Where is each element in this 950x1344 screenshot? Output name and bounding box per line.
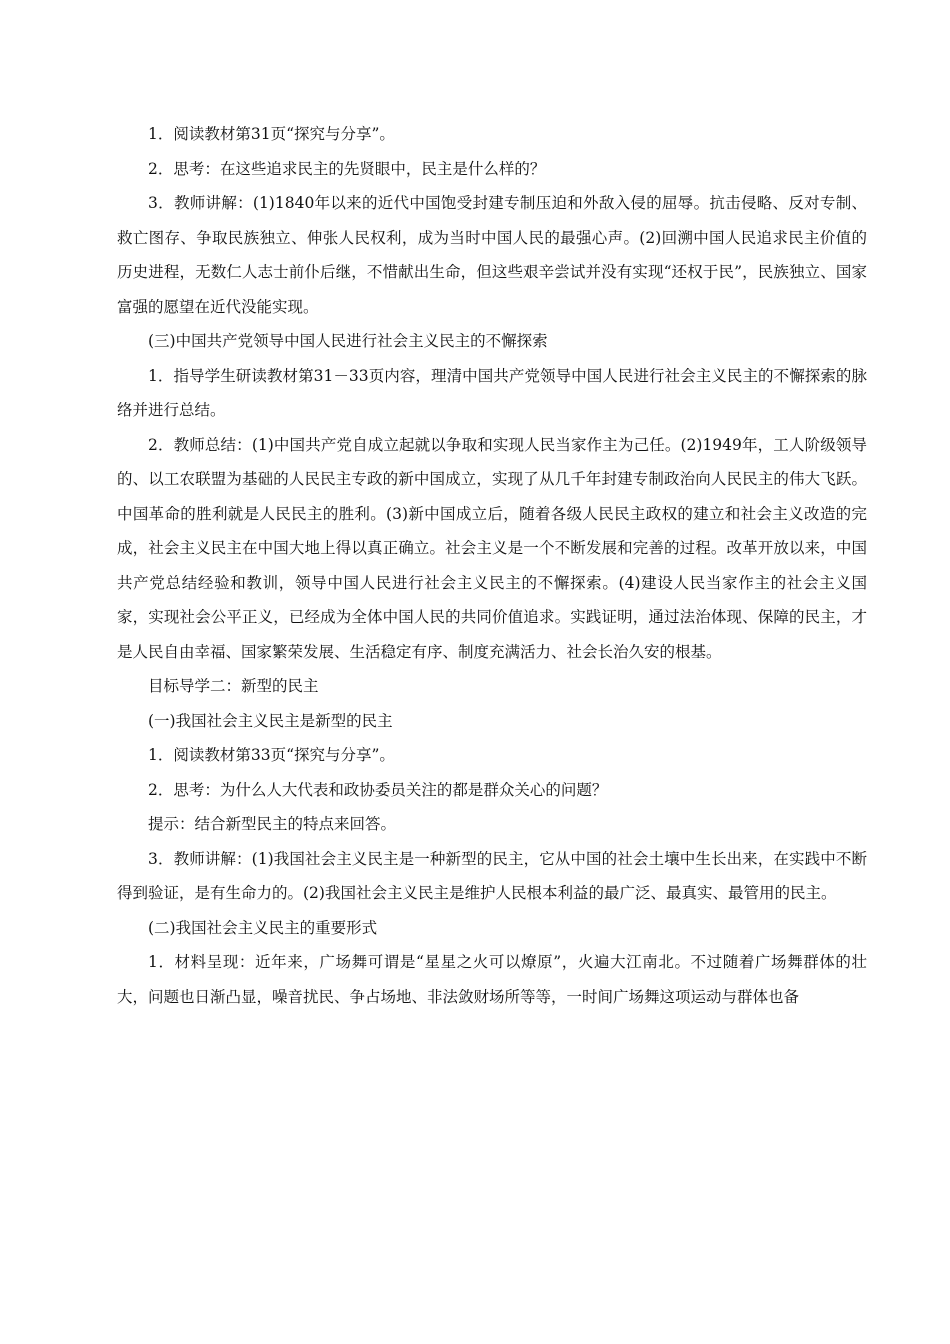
- paragraph: 2．思考：为什么人大代表和政协委员关注的都是群众关心的问题？: [148, 780, 608, 799]
- paragraph: 1．阅读教材第33页“探究与分享”。: [148, 746, 395, 764]
- paragraph: 2．思考：在这些追求民主的先贤眼中，民主是什么样的？: [148, 159, 546, 178]
- paragraph: 1．指导学生研读教材第31－33页内容，理清中国共产党领导中国人民进行社会主义民主的不懈探索的脉络并进行总结。: [117, 366, 867, 419]
- section-heading: (三)中国共产党领导中国人民进行社会主义民主的不懈探索: [148, 332, 548, 350]
- document-body: [117, 117, 867, 1014]
- section-heading: 目标导学二：新型的民主: [148, 677, 319, 695]
- paragraph: 3．教师讲解：(1)1840年以来的近代中国饱受封建专制压迫和外敌入侵的屈辱。抗击侵略、反对专制、救亡图存、争取民族独立、伸张人民权利，成为当时中国人民的最强心声。(2)回溯中国人民追求民主价值的历史进程，无数仁人志士前仆后继，不惜献出生命，但这些艰辛尝试并没有实现“还权于民”，民族独立、国家富强的愿望在近代没能实现。: [117, 194, 867, 316]
- paragraph: 3．教师讲解：(1)我国社会主义民主是一种新型的民主，它从中国的社会土壤中生长出来，在实践中不断得到验证，是有生命力的。(2)我国社会主义民主是维护人民根本利益的最广泛、最真实、最管用的民主。: [117, 849, 867, 902]
- paragraph: 1．材料呈现：近年来，广场舞可谓是“星星之火可以燎原”，火遍大江南北。不过随着广场舞群体的壮大，问题也日渐凸显，噪音扰民、争占场地、非法敛财场所等等，一时间广场舞这项运动与群体也备: [117, 953, 867, 1006]
- paragraph: 2．教师总结：(1)中国共产党自成立起就以争取和实现人民当家作主为己任。(2)1949年，工人阶级领导的、以工农联盟为基础的人民民主专政的新中国成立，实现了从几千年封建专制政治向人民民主的伟大飞跃。中国革命的胜利就是人民民主的胜利。(3)新中国成立后，随着各级人民民主政权的建立和社会主义改造的完成，社会主义民主在中国大地上得以真正确立。社会主义是一个不断发展和完善的过程。改革开放以来，中国共产党总结经验和教训，领导中国人民进行社会主义民主的不懈探索。(4)建设人民当家作主的社会主义国家，实现社会公平正义，已经成为全体中国人民的共同价值追求。实践证明，通过法治体现、保障的民主，才是人民自由幸福、国家繁荣发展、生活稳定有序、制度充满活力、社会长治久安的根基。: [117, 435, 867, 661]
- paragraph: 1．阅读教材第31页“探究与分享”。: [148, 125, 395, 143]
- section-heading: (二)我国社会主义民主的重要形式: [148, 918, 378, 937]
- section-heading: (一)我国社会主义民主是新型的民主: [148, 711, 393, 730]
- hint-paragraph: 提示：结合新型民主的特点来回答。: [148, 815, 397, 833]
